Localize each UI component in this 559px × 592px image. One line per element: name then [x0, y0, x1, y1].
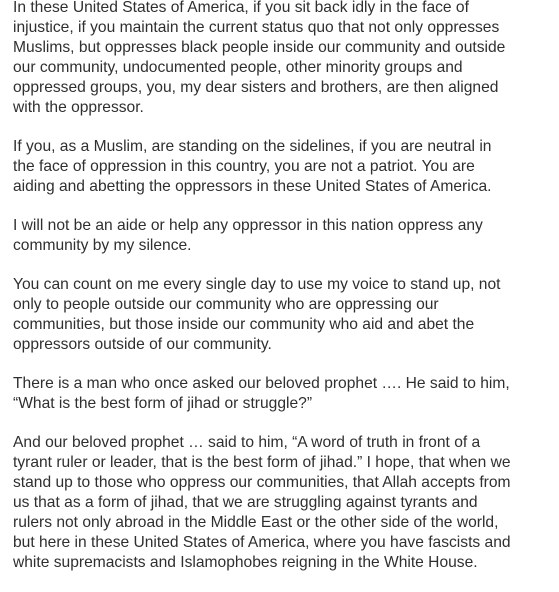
text-line: oppressors outside of our community. — [13, 336, 272, 353]
text-line: Muslims, but oppresses black people inside our community and outside — [13, 39, 506, 56]
text-line: with the oppressor. — [13, 99, 144, 116]
text-line: but here in these United States of America, where you have fascists and — [13, 534, 511, 551]
text-line: rulers not only abroad in the Middle East or the other side of the world, — [13, 514, 499, 531]
text-line: only to people outside our community who are oppressing our — [13, 296, 439, 313]
text-line: white supremacists and Islamophobes reigning in the White House. — [13, 554, 478, 571]
text-line: our community, undocumented people, other minority groups and — [13, 59, 463, 76]
text-line: tyrant ruler or leader, that is the best form of jihad.” I hope, that when we — [13, 454, 511, 471]
paragraph-6 — [13, 433, 553, 573]
text-line: oppressed groups, you, my dear sisters and brothers, are then aligned — [13, 79, 499, 96]
paragraph-5 — [13, 374, 553, 414]
text-line: us that as a form of jihad, that we are struggling against tyrants and — [13, 494, 478, 511]
text-line: communities, but those inside our community who aid and abet the — [13, 316, 475, 333]
text-line: aiding and abetting the oppressors in these United States of America. — [13, 178, 492, 195]
paragraph-3 — [13, 216, 553, 256]
text-line: And our beloved prophet … said to him, “A word of truth in front of a — [13, 434, 481, 451]
text-line: stand up to those who oppress our communities, that Allah accepts from — [13, 474, 511, 491]
paragraph-2 — [13, 137, 553, 197]
paragraph-4 — [13, 275, 553, 355]
text-line: I will not be an aide or help any oppressor in this nation oppress any — [13, 217, 483, 234]
document-body — [13, 0, 553, 592]
text-line: community by my silence. — [13, 237, 192, 254]
paragraph-1 — [13, 0, 553, 118]
text-line: There is a man who once asked our beloved prophet …. He said to him, — [13, 375, 510, 392]
text-line: the face of oppression in this country, you are not a patriot. You are — [13, 158, 475, 175]
text-line: If you, as a Muslim, are standing on the sidelines, if you are neutral in — [13, 138, 492, 155]
text-line: “What is the best form of jihad or struggle?” — [13, 395, 313, 412]
text-line: In these United States of America, if you sit back idly in the face of — [13, 0, 469, 16]
text-line: injustice, if you maintain the current status quo that not only oppresses — [13, 19, 500, 36]
text-line: You can count on me every single day to use my voice to stand up, not — [13, 276, 501, 293]
